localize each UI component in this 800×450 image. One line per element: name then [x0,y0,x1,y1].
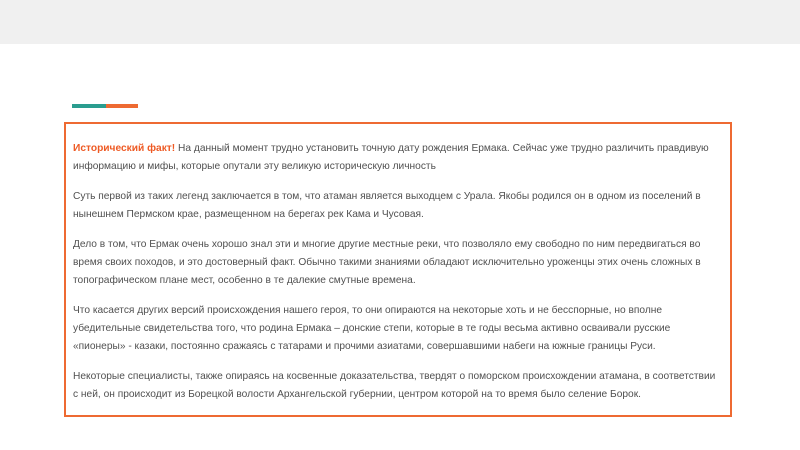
accent-bar-teal [72,104,106,108]
paragraph-4: Что касается других версий происхождения нашего героя, то они опираются на некоторые хоть и не бесспорные, но вполне убедительные свидетельства того, что родина Ермака – донские степи, которые в те годы весьма активно осваивали русские «пионеры» - казаки, постоянно сражаясь с татарами и прочими азиатами, совершавшими набеги на южные границы Руси. [73,305,671,352]
paragraph-2: Суть первой из таких легенд заключается в том, что атаман является выходцем с Урала. Якобы родился он в одном из поселений в нынешнем Пермском крае, размещенном на берегах рек Кама и Чусовая. [73,191,701,220]
paragraph-5: Некоторые специалисты, также опираясь на косвенные доказательства, твердят о поморском происхождении атамана, в соответствии с ней, он происходит из Борецкой волости Архангельской губернии, центром которой на то время было селение Борок. [73,371,716,400]
top-header-band [0,0,800,44]
paragraph-1 [73,140,722,176]
accent-bar-orange [106,104,138,108]
historical-fact-label: Исторический факт! [73,143,176,154]
content-box [64,122,732,417]
paragraph-1-text: На данный момент трудно установить точную дату рождения Ермака. Сейчас уже трудно различить правдивую информацию и мифы, которые опутали эту великую историческую личность [73,143,709,172]
paragraph-3: Дело в том, что Ермак очень хорошо знал эти и многие другие местные реки, что позволяло ему свободно по ним передвигаться во время своих походов, и это достоверный факт. Обычно такими знаниями обладают исключительно уроженцы этих очень сложных в топографическом плане мест, особенно в те далекие смутные времена. [73,239,701,286]
